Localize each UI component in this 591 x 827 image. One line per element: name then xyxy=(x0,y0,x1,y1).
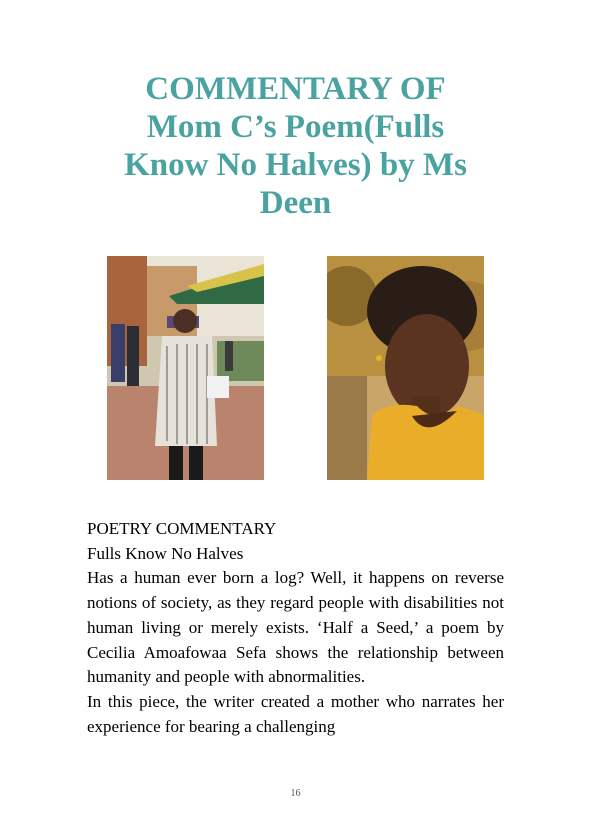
commentary-body xyxy=(87,517,504,739)
photo-author xyxy=(327,256,484,480)
title-line-3: Know No Halves) by Ms xyxy=(124,147,467,183)
commentary-title xyxy=(60,70,531,222)
title-line-4: Deen xyxy=(259,185,332,221)
title-line-2: Mom C’s Poem(Fulls xyxy=(146,109,445,145)
photo-speaker-image xyxy=(107,256,264,480)
photo-speaker xyxy=(107,256,264,480)
paragraph-2: In this piece, the writer created a mother who narrates her experience for bearing a challenging xyxy=(87,691,504,736)
photo-author-image xyxy=(327,256,484,480)
paragraph-1: Has a human ever born a log? Well, it happens on reverse notions of society, as they regard people with disabilities not human living or merely exists. ‘Half a Seed,’ a poem by Cecilia Amoafowaa Sefa shows the relationship between humanity and people with abnormalities. xyxy=(87,568,504,687)
title-line-1: COMMENTARY OF xyxy=(145,71,446,107)
poem-title: Fulls Know No Halves xyxy=(87,543,244,563)
page-number: 16 xyxy=(290,788,301,799)
section-heading: POETRY COMMENTARY xyxy=(87,519,277,538)
